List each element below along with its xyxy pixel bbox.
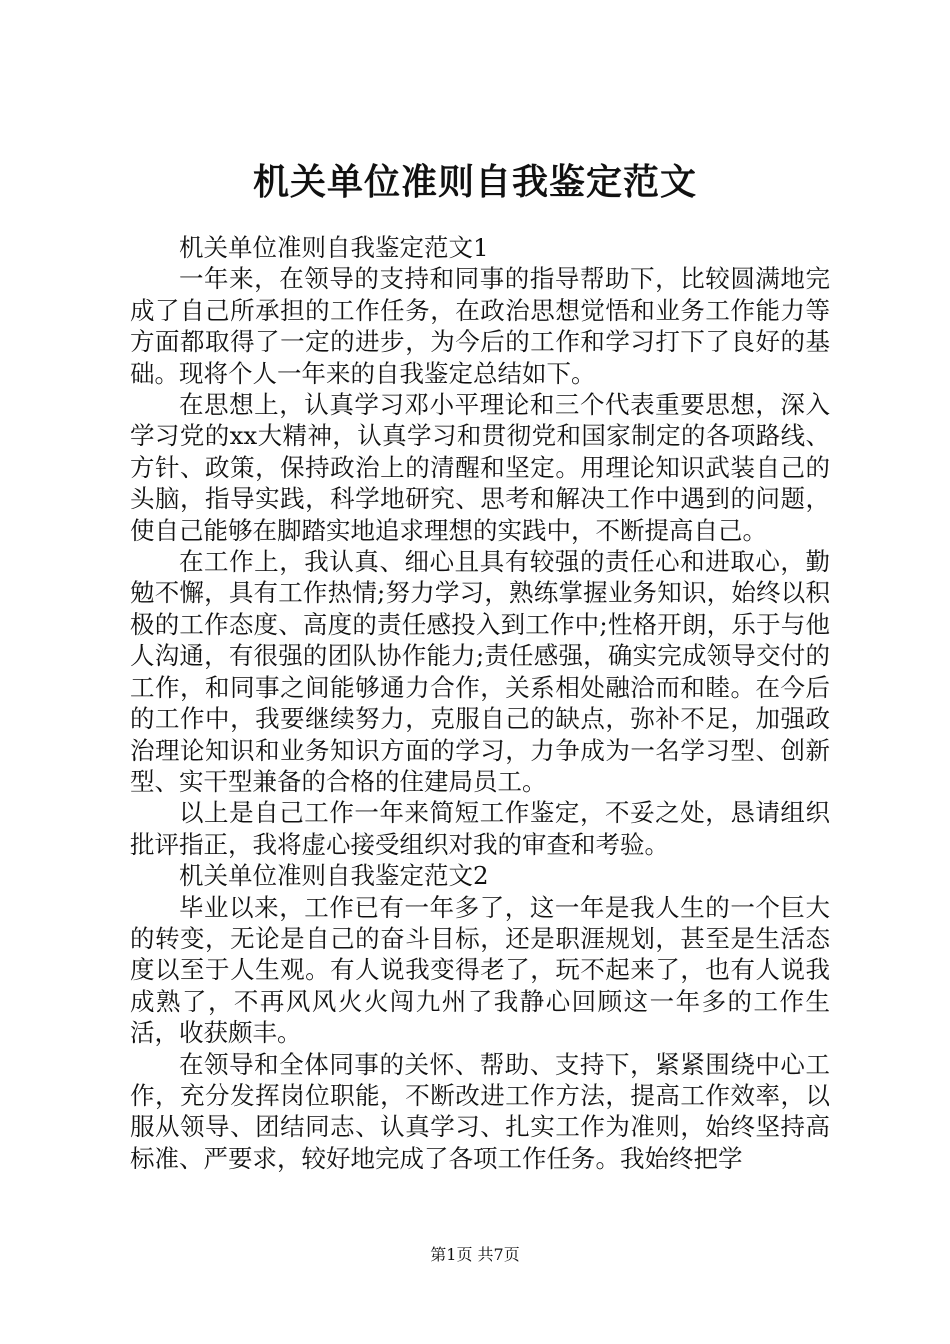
paragraph: 在领导和全体同事的关怀、帮助、支持下，紧紧围绕中心工作，充分发挥岗位职能，不断改进工作方法，提高工作效率，以服从领导、团结同志、认真学习、扎实工作为准则，始终坚持高标准、严要求，较好地完成了各项工作任务。我始终把学 xyxy=(130,1049,830,1173)
document-body xyxy=(130,232,830,1174)
paragraph: 以上是自己工作一年来简短工作鉴定，不妥之处，恳请组织批评指正，我将虚心接受组织对我的审查和考验。 xyxy=(130,798,830,859)
paragraph: 在思想上，认真学习邓小平理论和三个代表重要思想，深入学习党的xx大精神，认真学习和贯彻党和国家制定的各项路线、方针、政策，保持政治上的清醒和坚定。用理论知识武装自己的头脑，指导实践，科学地研究、思考和解决工作中遇到的问题，使自己能够在脚踏实地追求理想的实践中，不断提高自己。 xyxy=(130,390,830,545)
paragraph: 在工作上，我认真、细心且具有较强的责任心和进取心，勤勉不懈，具有工作热情;努力学习，熟练掌握业务知识，始终以积极的工作态度、高度的责任感投入到工作中;性格开朗，乐于与他人沟通，有很强的团队协作能力;责任感强，确实完成领导交付的工作，和同事之间能够通力合作，关系相处融洽而和睦。在今后的工作中，我要继续努力，克服自己的缺点，弥补不足，加强政治理论知识和业务知识方面的学习，力争成为一名学习型、创新型、实干型兼备的合格的住建局员工。 xyxy=(130,547,830,796)
paragraph: 一年来，在领导的支持和同事的指导帮助下，比较圆满地完成了自己所承担的工作任务，在政治思想觉悟和业务工作能力等方面都取得了一定的进步，为今后的工作和学习打下了良好的基础。现将个人一年来的自我鉴定总结如下。 xyxy=(130,264,830,388)
page-footer: 第1页 共7页 xyxy=(430,1245,520,1264)
document-title: 机关单位准则自我鉴定范文 xyxy=(252,161,697,203)
paragraph: 毕业以来，工作已有一年多了，这一年是我人生的一个巨大的转变，无论是自己的奋斗目标，还是职涯规划，甚至是生活态度以至于人生观。有人说我变得老了，玩不起来了，也有人说我成熟了，不再风风火火闯九州了我静心回顾这一年多的工作生活，收获颇丰。 xyxy=(130,892,830,1048)
section-heading: 机关单位准则自我鉴定范文1 xyxy=(179,233,489,262)
section-heading: 机关单位准则自我鉴定范文2 xyxy=(179,861,489,891)
